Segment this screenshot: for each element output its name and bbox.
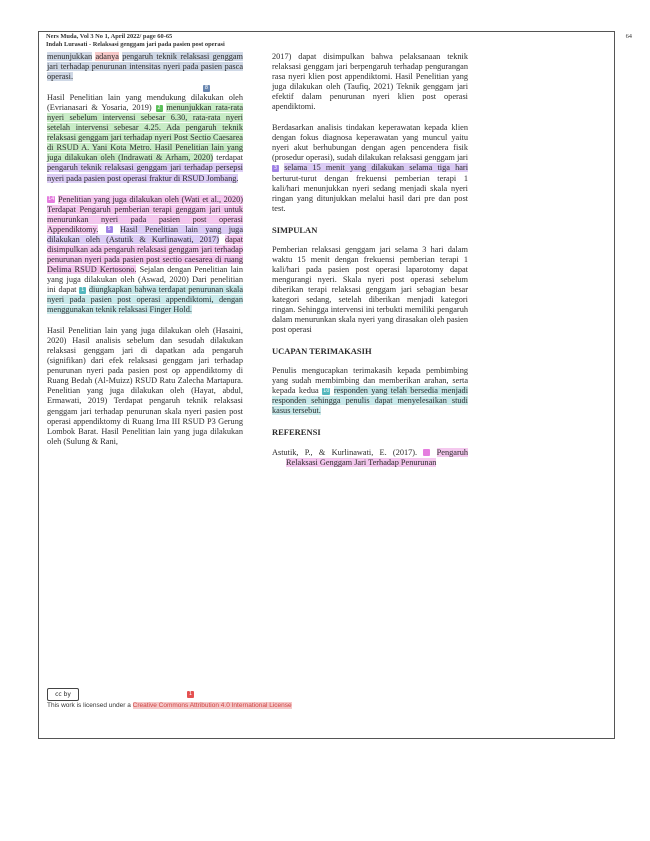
license-line: [47, 702, 292, 709]
annotation-tag: 2: [157, 104, 161, 111]
paragraph-text: Penulis mengucapkan terimakasih kepada pembimbing yang sudah membimbing dan memberikan arahan, serta kepada kedua: [272, 366, 468, 396]
paragraph: Hasil Penelitian lain yang juga dilakukan oleh (Hasaini, 2020) Hasil analisis sebelum dan sesudah dilakukan relaksasi genggam jari di dapatkan ada pengaruh (signifikan) dari efek relaksasi genggam jari terhadap penurunan nyeri pada pasien post op appendiktomy di Ruang Bedah (Al-Muizz) RSUD Ratu Zalecha Martapura. Penelitian yang juga dilakukan oleh (Hayat, abdul, Ermawati, 2019) Terdapat pengaruh teknik relaksasi genggam jari terhadap penurunan skala nyeri pasien post operasi appendiktomy di Ruang Irna III RSUD P3 Gerung Lombok Barat. Hasil Penelitian lain yang juga dilakukan oleh (Sulung & Rani,: [47, 326, 243, 446]
paragraph: [47, 93, 243, 183]
highlighted-text: Pengaruh Relaksasi Genggam Jari Terhadap Penurunan: [286, 447, 469, 467]
paragraph: [272, 123, 468, 213]
paragraph: [272, 366, 468, 416]
annotation-tag: 8: [204, 85, 209, 91]
highlighted-text: diungkapkan bahwa terdapat penurunan skala nyeri pada pasien post operasi appendiktomi, dengan menggunakan teknik relaksasi Finger Hold.: [47, 284, 244, 315]
highlighted-text: menunjukkan rata-rata nyeri sebelum intervensi sebesar 6.30, rata-rata nyeri setelah intervensi sebesar 4.25. Ada pengaruh teknik relaksasi genggam jari terhadap nyeri Post Sectio Caesarea di RSUD A. Yani Kota Metro. Hasil Penelitian lain yang juga dilakukan oleh (Indrawati & Arham, 2020): [47, 103, 244, 163]
paragraph: 2017) dapat disimpulkan bahwa pelaksanaan teknik relaksasi genggam jari berpengaruh terhadap pengurangan rasa nyeri klien post appendiktomi. Hasil Penelitian yang juga dilakukan oleh (Taufiq, 2021) Teknik genggam jari efektif dalam penurunan nyeri klien post operasi apendiktomi.: [272, 52, 468, 112]
section-heading-referensi: REFERENSI: [272, 427, 321, 438]
annotation-tag: 2: [423, 449, 430, 456]
license-link[interactable]: Creative Commons Attribution 4.0 International License: [132, 702, 292, 709]
paragraph-text: berturut-turut dengan frekuensi pemberian terapi 1 kali/hari menunjukkan nyeri sedang menjadi skala nyeri ringan yang ditunjukkan melalui hasil dari pre dan post test.: [272, 173, 468, 213]
article-short-title: Indah Lurasati - Relaksasi genggam jari pada pasien post operasi: [46, 41, 225, 48]
highlighted-text: pengaruh teknik relaksasi genggam jari terhadap persepsi nyeri pada pasien post operasi fraktur di RSUD Jombang.: [47, 163, 243, 183]
paragraph: [47, 52, 243, 82]
annotation-tag: 10: [323, 387, 330, 394]
page-number: 64: [625, 33, 632, 40]
paragraph-text: terdapat: [216, 153, 243, 163]
highlighted-text: menunjukkan: [47, 52, 93, 61]
highlighted-text: selama 15 menit yang dilakukan selama tiga hari: [284, 163, 469, 173]
annotation-tag: 5: [107, 226, 111, 233]
left-column: [47, 52, 243, 458]
highlighted-text: responden yang telah bersedia menjadi responden sehingga penulis dapat menyelesaikan studi kasus tersebut.: [272, 386, 469, 416]
highlighted-text: pengaruh teknik relaksasi genggam jari terhadap penurunan intensitas nyeri pada pasien pasca operasi.: [47, 52, 244, 82]
paragraph: [47, 195, 243, 316]
annotation-tag: 1: [188, 691, 193, 697]
reference-entry: [272, 448, 468, 468]
annotation-tag: 14: [48, 196, 55, 203]
annotation-tag: 1: [81, 286, 85, 293]
highlighted-text: Penelitian yang juga dilakukan oleh (Wati et al., 2020) Terdapat Pengaruh pemberian terapi genggam jari untuk menurunkan nyeri pada pasien post operasi Appendiktomy.: [47, 194, 243, 234]
paragraph-text: Sejalan dengan Penelitian lain yang juga dilakukan oleh (Aswad, 2020) Dari penelitian ini dapat: [47, 264, 244, 294]
running-header: [46, 33, 225, 49]
paragraph: Pemberian relaksasi genggam jari selama 3 hari dalam waktu 15 menit dengan frekuensi pemberian terapi 1 kali/hari pada pasien post operasi laparotomy dapat mengurangi nyeri. Skala nyeri post operasi sebelum diberikan terapi relaksasi genggam jari sebagian besar kategori sedang, setelah diberikan menjadi kategori ringan. Sehingga intervensi ini terbukti memiliki pengaruh dalam menurunkan skala nyeri yang dirasakan oleh pasien post operasi: [272, 244, 468, 335]
right-column: [272, 52, 468, 479]
highlighted-text: Hasil Penelitian lain yang juga dilakukan oleh (Astutik & Kurlinawati, 2017): [47, 224, 243, 244]
paragraph-text: Hasil Penelitian lain yang mendukung dilakukan oleh (Evrianasari & Yosaria, 2019): [47, 93, 243, 113]
annotation-tag: 3: [273, 165, 278, 172]
license-prefix: This work is licensed under a: [47, 702, 133, 709]
paragraph-text: Berdasarkan analisis tindakan keperawatan kepada klien dengan fokus diagnosa keperawatan yang muncul yaitu nyeri akut berhubungan dengan agen pencendera fisik (prosedur operasi), sudah dilakukan relaksasi genggam jari: [272, 123, 468, 163]
journal-citation: Ners Muda, Vol 3 No 1, April 2022/ page 60-65: [46, 33, 173, 40]
section-heading-simpulan: SIMPULAN: [272, 224, 318, 235]
section-heading-ucapan: UCAPAN TERIMAKASIH: [272, 346, 372, 357]
highlighted-text: adanya: [95, 52, 119, 61]
highlighted-text: dapat disimpulkan ada pengaruh relaksasi genggam jari terhadap penurunan nyeri pada pasien post sectio caesarea di ruang Delima RSUD Kertosono.: [47, 234, 243, 274]
reference-authors: Astutik, P., & Kurlinawati, E. (2017).: [272, 447, 418, 457]
cc-license-logo: cc by: [47, 688, 79, 701]
